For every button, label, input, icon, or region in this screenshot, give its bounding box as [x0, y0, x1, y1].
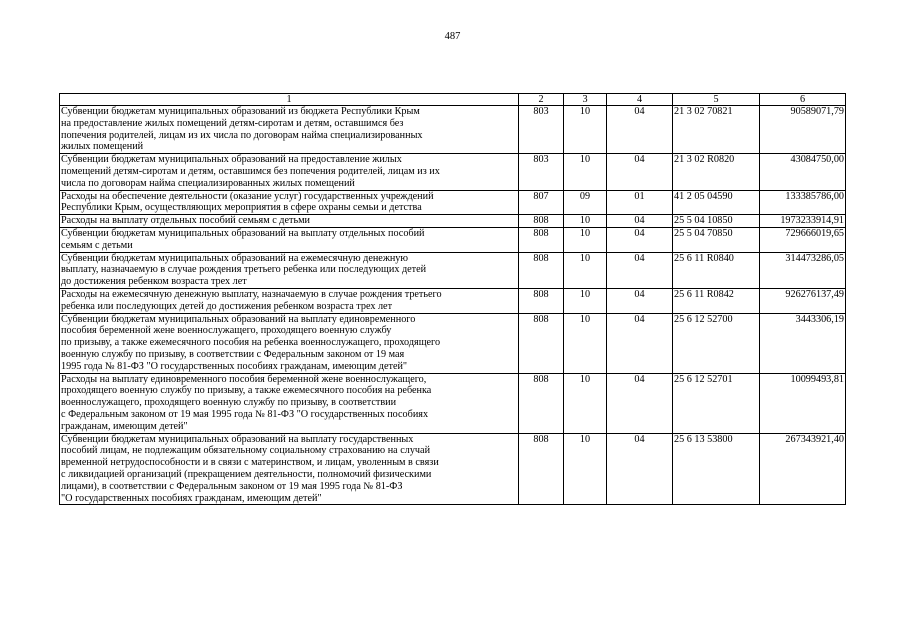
- row-code-4: 04: [607, 227, 673, 252]
- table-row: [60, 373, 846, 433]
- row-code-2: 803: [519, 154, 564, 190]
- row-code-4: 01: [607, 190, 673, 215]
- row-code-4: 04: [607, 288, 673, 313]
- row-description: Расходы на выплату отдельных пособий семьям с детьми: [60, 215, 519, 228]
- row-amount: 133385786,00: [760, 190, 846, 215]
- column-header-2: 2: [519, 94, 564, 106]
- row-code-2: 808: [519, 215, 564, 228]
- row-amount: 10099493,81: [760, 373, 846, 433]
- row-code-4: 04: [607, 313, 673, 373]
- page-number: 487: [444, 31, 461, 42]
- row-amount: 1973233914,91: [760, 215, 846, 228]
- row-code-4: 04: [607, 373, 673, 433]
- row-classification-code: 21 3 02 70821: [673, 106, 760, 154]
- row-amount: 43084750,00: [760, 154, 846, 190]
- column-header-6: 6: [760, 94, 846, 106]
- row-classification-code: 21 3 02 R0820: [673, 154, 760, 190]
- row-description: Расходы на выплату единовременного пособия беременной жене военнослужащего, проходящего военную службу по призыву, а также ежемесячного пособия на ребенка военнослужащего, проходящего военную службу по призыву, в соответствии с Федеральным законом от 19 мая 1995 года № 81-ФЗ "О государственных пособиях гражданам, имеющим детей": [60, 373, 519, 433]
- row-code-3: 10: [564, 154, 607, 190]
- column-header-3: 3: [564, 94, 607, 106]
- row-code-4: 04: [607, 433, 673, 505]
- column-header-5: 5: [673, 94, 760, 106]
- row-classification-code: 25 6 12 52701: [673, 373, 760, 433]
- table-row: [60, 313, 846, 373]
- table-row: [60, 215, 846, 228]
- budget-table: [59, 93, 846, 505]
- row-code-2: 808: [519, 313, 564, 373]
- row-classification-code: 25 6 11 R0840: [673, 252, 760, 288]
- row-code-3: 09: [564, 190, 607, 215]
- table-row: [60, 106, 846, 154]
- row-code-3: 10: [564, 373, 607, 433]
- row-code-3: 10: [564, 252, 607, 288]
- row-amount: 314473286,05: [760, 252, 846, 288]
- row-amount: 3443306,19: [760, 313, 846, 373]
- row-code-2: 808: [519, 227, 564, 252]
- row-code-3: 10: [564, 106, 607, 154]
- row-description: Субвенции бюджетам муниципальных образований из бюджета Республики Крым на предоставление жилых помещений детям-сиротам и детям, оставшимся без попечения родителей, лицам из их числа по договорам найма специализированных жилых помещений: [60, 106, 519, 154]
- table-row: [60, 433, 846, 505]
- row-classification-code: 25 5 04 10850: [673, 215, 760, 228]
- table-body: [60, 106, 846, 505]
- row-code-3: 10: [564, 433, 607, 505]
- row-code-3: 10: [564, 288, 607, 313]
- row-classification-code: 25 6 12 52700: [673, 313, 760, 373]
- table-row: [60, 288, 846, 313]
- row-classification-code: 25 6 13 53800: [673, 433, 760, 505]
- row-code-2: 808: [519, 252, 564, 288]
- row-classification-code: 41 2 05 04590: [673, 190, 760, 215]
- row-code-3: 10: [564, 215, 607, 228]
- table-row: [60, 252, 846, 288]
- row-amount: 267343921,40: [760, 433, 846, 505]
- row-classification-code: 25 5 04 70850: [673, 227, 760, 252]
- row-description: Субвенции бюджетам муниципальных образований на выплату государственных пособий лицам, не подлежащим обязательному социальному страхованию на случай временной нетрудоспособности и в связи с материнством, и лицам, уволенным в связи с ликвидацией организаций (прекращением деятельности, полномочий физическими лицами), в соответствии с Федеральным законом от 19 мая 1995 года № 81-ФЗ "О государственных пособиях гражданам, имеющим детей": [60, 433, 519, 505]
- row-classification-code: 25 6 11 R0842: [673, 288, 760, 313]
- table-header-row: [60, 94, 846, 106]
- row-description: Расходы на обеспечение деятельности (оказание услуг) государственных учреждений Республики Крым, осуществляющих мероприятия в сфере охраны семьи и детства: [60, 190, 519, 215]
- row-code-3: 10: [564, 227, 607, 252]
- row-code-4: 04: [607, 252, 673, 288]
- row-code-2: 808: [519, 373, 564, 433]
- row-code-2: 808: [519, 288, 564, 313]
- row-code-2: 808: [519, 433, 564, 505]
- row-description: Субвенции бюджетам муниципальных образований на выплату отдельных пособий семьям с детьми: [60, 227, 519, 252]
- row-code-2: 807: [519, 190, 564, 215]
- table-row: [60, 154, 846, 190]
- table-row: [60, 227, 846, 252]
- row-amount: 926276137,49: [760, 288, 846, 313]
- table-row: [60, 190, 846, 215]
- row-amount: 729666019,65: [760, 227, 846, 252]
- row-description: Расходы на ежемесячную денежную выплату, назначаемую в случае рождения третьего ребенка или последующих детей до достижения ребенком возраста трех лет: [60, 288, 519, 313]
- row-code-3: 10: [564, 313, 607, 373]
- row-description: Субвенции бюджетам муниципальных образований на выплату единовременного пособия беременной жене военнослужащего, проходящего военную службу по призыву, а также ежемесячного пособия на ребенка военнослужащего, проходящего военную службу по призыву, в соответствии с Федеральным законом от 19 мая 1995 года № 81-ФЗ "О государственных пособиях гражданам, имеющим детей": [60, 313, 519, 373]
- row-description: Субвенции бюджетам муниципальных образований на предоставление жилых помещений детям-сиротам и детям, оставшимся без попечения родителей, лицам из их числа по договорам найма специализированных жилых помещений: [60, 154, 519, 190]
- row-code-2: 803: [519, 106, 564, 154]
- row-amount: 90589071,79: [760, 106, 846, 154]
- column-header-4: 4: [607, 94, 673, 106]
- column-header-1: 1: [60, 94, 519, 106]
- row-code-4: 04: [607, 215, 673, 228]
- row-code-4: 04: [607, 106, 673, 154]
- row-code-4: 04: [607, 154, 673, 190]
- row-description: Субвенции бюджетам муниципальных образований на ежемесячную денежную выплату, назначаемую в случае рождения третьего ребенка или последующих детей до достижения ребенком возраста трех лет: [60, 252, 519, 288]
